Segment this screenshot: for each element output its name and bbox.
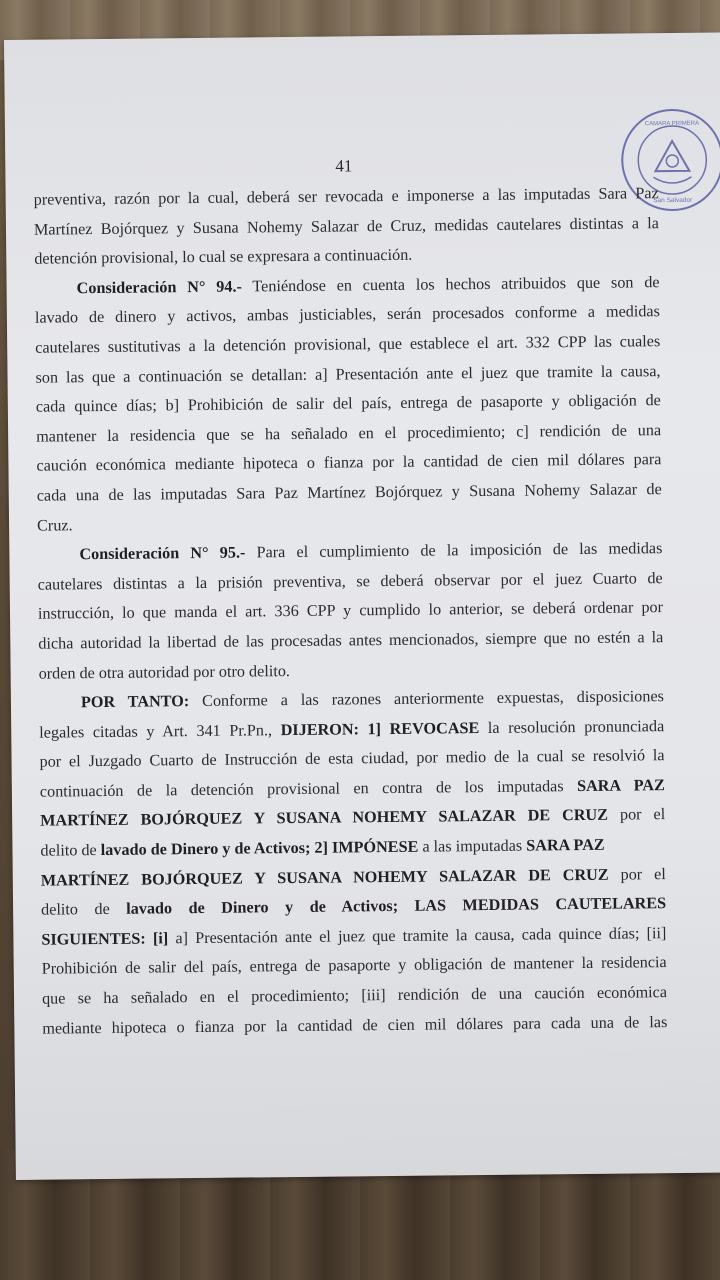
line-text: a las imputadas xyxy=(418,836,527,856)
line-text: detención provisional, lo cual se expresara a continuación. xyxy=(34,245,413,268)
line-text: Prohibición de salir del país, entrega de pasaporte y obligación de mantener la residencia xyxy=(41,953,667,979)
line-text: mediante hipoteca o fianza por la cantidad de cien mil dólares para cada una de las xyxy=(42,1012,668,1038)
svg-text:San Salvador: San Salvador xyxy=(653,196,693,205)
bold-text: SARA PAZ xyxy=(526,835,605,855)
line-text: preventiva, razón por la cual, deberá ser revocada e imponerse a las imputadas Sara Paz xyxy=(33,184,659,209)
line-text: caución económica mediante hipoteca o fianza por la cantidad de cien mil dólares para xyxy=(36,450,662,476)
line-text: Martínez Bojórquez y Susana Nohemy Salazar de Cruz, medidas cautelares distintas a la xyxy=(33,213,660,239)
bold-text: DIJERON: 1] REVOCASE xyxy=(280,718,480,739)
line-text: por el xyxy=(608,864,666,884)
bold-text: SIGUIENTES: [i] xyxy=(41,929,169,949)
line-text: por el Juzgado Cuarto de Instrucción de esta ciudad, por medio de la cual se resolvió la xyxy=(39,746,665,771)
bold-text: lavado de Dinero y de Activos; xyxy=(100,838,311,860)
line-text: delito de xyxy=(41,900,127,919)
line-text: legales citadas y Art. 341 Pr.Pn., xyxy=(39,720,281,742)
bold-text: lavado de Dinero y de Activos; LAS MEDIDAS CAUTELARES xyxy=(126,894,667,919)
line-text: Para el cumplimiento de la imposición de las medidas xyxy=(245,539,663,562)
line-text: mantener la residencia que se ha señalado en el procedimiento; c] rendición de una xyxy=(36,420,662,446)
line-text: son las que a continuación se detallan: a] Presentación ante el juez que tramite la causa, xyxy=(35,361,661,387)
line-text: la resolución pronunciada xyxy=(479,716,665,737)
line-text: orden de otra autoridad por otro delito. xyxy=(38,661,290,683)
document-page xyxy=(4,33,720,1180)
line-text: Cruz. xyxy=(36,515,73,535)
line-text: lavado de dinero y activos, ambas justiciables, serán procesados conforme a medidas xyxy=(34,302,660,328)
line-text: instrucción, lo que manda el art. 336 CPP y cumplido lo anterior, se deberá ordenar por xyxy=(37,598,664,623)
text-line xyxy=(42,1008,667,1044)
bold-text: POR TANTO: xyxy=(80,692,190,712)
line-text: cautelares distintas a la prisión preventiva, se deberá observar por el juez Cuarto de xyxy=(37,568,663,594)
bold-text: Consideración N° 95.- xyxy=(79,543,246,564)
document-body xyxy=(34,179,668,1044)
page-number: 41 xyxy=(335,156,353,176)
line-text: por el xyxy=(607,805,666,825)
line-text: delito de xyxy=(40,841,101,860)
line-text: Conforme a las razones anteriormente expuestas, disposiciones xyxy=(189,687,665,711)
bold-text: MARTÍNEZ BOJÓRQUEZ Y SUSANA NOHEMY SALAZAR DE CRUZ xyxy=(40,806,609,831)
line-text: cada quince días; b] Prohibición de salir del país, entrega de pasaporte y obligación de xyxy=(35,391,661,416)
line-text: a] Presentación ante el juez que tramite la causa, cada quince días; [ii] xyxy=(168,923,667,948)
line-text: continuación de la detención provisional en contra de los imputadas xyxy=(39,776,578,801)
line-text: Teniéndose en cuenta los hechos atribuidos que son de xyxy=(241,272,660,296)
bold-text: Consideración N° 94.- xyxy=(76,277,242,298)
line-text: que se ha señalado en el procedimiento; [iii] rendición de una caución económica xyxy=(41,983,668,1008)
svg-text:CAMARA PRIMERA: CAMARA PRIMERA xyxy=(644,120,700,128)
bold-text: SARA PAZ xyxy=(576,775,665,795)
bold-text: 2] IMPÓNESE xyxy=(314,837,419,857)
line-text: cautelares sustitutivas a la detención provisional, que establece el art. 332 CPP las cuales xyxy=(35,332,661,357)
line-text: dicha autoridad la libertad de las procesadas antes mencionados, siempre que no estén a la xyxy=(38,628,664,653)
bold-text: MARTÍNEZ BOJÓRQUEZ Y SUSANA NOHEMY SALAZAR DE CRUZ xyxy=(40,865,609,890)
line-text: cada una de las imputadas Sara Paz Martínez Bojórquez y Susana Nohemy Salazar de xyxy=(36,480,662,505)
